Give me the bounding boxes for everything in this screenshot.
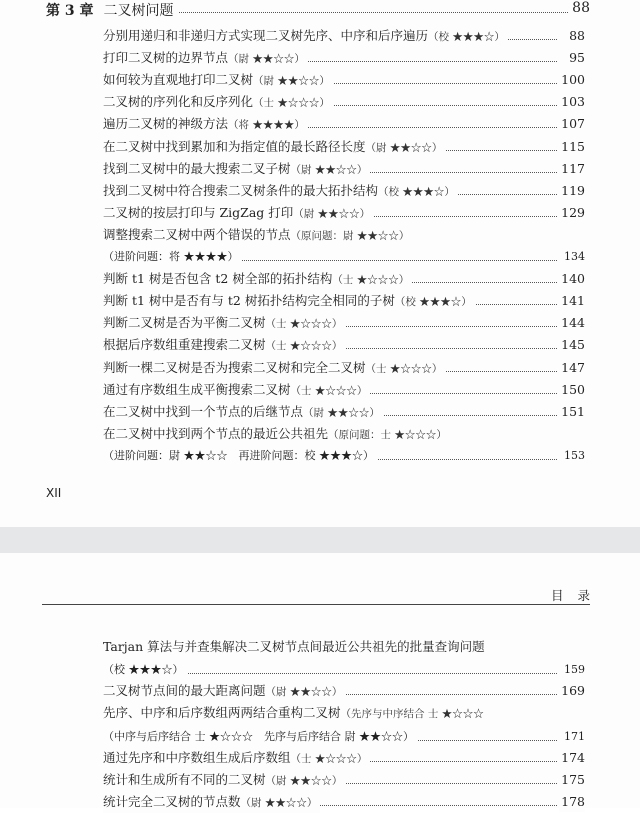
toc-page-number: 145 [559, 335, 585, 355]
toc-entry-title: 判断 t1 树中是否有与 t2 树拓扑结构完全相同的子树 [103, 293, 395, 309]
toc-entry [103, 247, 585, 267]
toc-entry [103, 26, 585, 46]
page-folio: XII [46, 486, 62, 500]
toc-entry-title: 二叉树的序列化和反序列化 [103, 94, 254, 110]
toc-entry-title: （中序与后序结合 士 ★☆☆☆ 先序与后序结合 尉 ★★☆☆） [103, 730, 414, 743]
toc-entry [103, 159, 585, 179]
toc-entry-title: 判断一棵二叉树是否为搜索二叉树和完全二叉树 [103, 359, 366, 375]
toc-entry-title: （进阶问题：尉 ★★☆☆ 再进阶问题：校 ★★★☆） [103, 448, 374, 462]
difficulty-rating: （尉 ★★☆☆） [265, 775, 343, 787]
toc-entry-title: （进阶问题：将 ★★★★） [103, 250, 239, 263]
toc-entry-title: 在二叉树中找到累加和为指定值的最长路径长度 [103, 138, 366, 154]
toc-page-number: 134 [562, 247, 585, 267]
toc-entry [103, 660, 585, 680]
toc-entry [103, 424, 585, 444]
difficulty-rating: （尉 ★★☆☆） [253, 75, 330, 88]
toc-entry [103, 291, 585, 311]
toc-entry [103, 181, 585, 201]
difficulty-rating: （校 ★★★☆） [428, 31, 505, 43]
chapter-page-number: 88 [569, 0, 590, 16]
toc-entry-title: 二叉树节点间的最大距离问题 [103, 683, 266, 698]
running-head [42, 586, 604, 605]
difficulty-rating: （先序与中序结合 士 ★☆☆☆ [340, 708, 484, 720]
toc-entry [103, 203, 585, 223]
toc-entry [103, 335, 585, 355]
toc-entry [103, 70, 585, 90]
toc-entry-title: 通过先序和中序数组生成后序数组 [103, 750, 291, 765]
book-page-lower [0, 553, 640, 808]
toc-entry-title: 统计完全二叉树的节点数 [103, 794, 241, 809]
toc-page-number: 144 [559, 313, 585, 333]
toc-entry [103, 269, 585, 289]
difficulty-rating: （士 ★☆☆☆） [253, 97, 330, 110]
toc-page-number: 129 [559, 203, 585, 223]
toc-entry-title: 通过有序数组生成平衡搜索二叉树 [103, 381, 291, 397]
toc-entry-title: 统计和生成所有不同的二叉树 [103, 772, 266, 787]
toc-entry [103, 313, 585, 333]
toc-page-number: 153 [562, 446, 585, 466]
toc-entry [103, 446, 585, 466]
toc-entry-title: 分别用递归和非递归方式实现二叉树先序、中序和后序遍历 [103, 28, 429, 43]
difficulty-rating: （校 ★★★☆） [378, 185, 455, 198]
difficulty-rating: （尉 ★★☆☆） [293, 207, 371, 220]
toc-page-number: 174 [559, 748, 585, 768]
difficulty-rating: （尉 ★★☆☆） [303, 406, 380, 419]
running-head-title: 目录 [550, 588, 604, 603]
difficulty-rating: （校 ★★★☆） [394, 296, 472, 309]
toc-entry-title: 二叉树的按层打印与 ZigZag 打印 [103, 204, 294, 220]
toc-page-number: 151 [559, 402, 585, 422]
toc-entry [103, 358, 585, 378]
toc-entry-title: 判断 t1 树是否包含 t2 树全部的拓扑结构 [103, 271, 333, 287]
chapter-number: 第 3 章 [46, 3, 94, 19]
toc-entry-title: 遍历二叉树的神级方法 [103, 116, 229, 132]
difficulty-rating: （士 ★☆☆☆） [265, 318, 343, 331]
toc-entry [103, 92, 585, 112]
difficulty-rating: （尉 ★★☆☆） [228, 53, 305, 66]
toc-page-number: 175 [559, 770, 585, 790]
difficulty-rating: （尉 ★★☆☆） [265, 686, 343, 698]
toc-page-number: 117 [559, 159, 585, 179]
difficulty-rating: （尉 ★★☆☆） [290, 163, 368, 176]
toc-entry-title: 根据后序数组重建搜索二叉树 [103, 337, 266, 353]
difficulty-rating: （士 ★☆☆☆） [290, 384, 368, 397]
toc-entry-title: 打印二叉树的边界节点 [103, 50, 229, 66]
toc-page-number: 107 [559, 114, 585, 134]
toc-page-number: 119 [559, 181, 585, 201]
toc-entry-title: （校 ★★★☆） [103, 663, 184, 676]
toc-entry [103, 792, 585, 812]
difficulty-rating: （尉 ★★☆☆） [240, 797, 318, 809]
page-separator [0, 527, 640, 553]
toc-entry-title: 在二叉树中找到两个节点的最近公共祖先 [103, 425, 329, 441]
toc-entry [103, 770, 585, 790]
toc-page-number: 171 [562, 727, 585, 747]
toc-page-number: 88 [567, 26, 585, 46]
toc-entry [103, 748, 585, 768]
toc-entry [103, 380, 585, 400]
toc-entry-title: 调整搜索二叉树中两个错误的节点 [103, 226, 291, 242]
toc-entry-title: 在二叉树中找到一个节点的后继节点 [103, 403, 304, 419]
toc-page-number: 95 [567, 48, 585, 68]
toc-entry [103, 727, 585, 747]
toc-page-number: 169 [559, 681, 585, 701]
difficulty-rating: （士 ★☆☆☆） [365, 362, 443, 375]
toc-page-number: 115 [559, 137, 585, 157]
difficulty-rating: （将 ★★★★） [228, 119, 305, 132]
toc-entry-title: 判断二叉树是否为平衡二叉树 [103, 315, 266, 331]
toc-entry-title: Tarjan 算法与并查集解决二叉树节点间最近公共祖先的批量查询问题 [103, 639, 485, 654]
toc-entry [103, 681, 585, 701]
difficulty-rating: （原问题：士 ★☆☆☆） [328, 428, 447, 441]
toc-page-number: 150 [559, 380, 585, 400]
toc-entry-title: 找到二叉树中符合搜索二叉树条件的最大拓扑结构 [103, 182, 379, 198]
toc-entry-title: 先序、中序和后序数组两两结合重构二叉树 [103, 705, 341, 720]
difficulty-rating: （尉 ★★☆☆） [365, 141, 443, 154]
toc-entry [103, 48, 585, 68]
difficulty-rating: （原问题：尉 ★★☆☆） [290, 229, 410, 242]
toc-entry [103, 637, 585, 657]
toc-page-number: 100 [559, 70, 585, 90]
difficulty-rating: （士 ★☆☆☆） [290, 753, 368, 765]
toc-page-number: 141 [559, 291, 585, 311]
toc-page-number: 147 [559, 358, 585, 378]
toc-page-number: 178 [559, 792, 585, 812]
toc-page-number: 140 [559, 269, 585, 289]
toc-entry [103, 114, 585, 134]
toc-entry-title: 如何较为直观地打印二叉树 [103, 72, 254, 88]
toc-entry-title: 找到二叉树中的最大搜索二叉子树 [103, 160, 291, 176]
toc-page-number: 159 [562, 660, 585, 680]
toc-page-number: 103 [559, 92, 585, 112]
toc-entry [103, 703, 585, 723]
chapter-heading [46, 0, 590, 18]
difficulty-rating: （士 ★☆☆☆） [265, 340, 343, 353]
chapter-title: 二叉树问题 [103, 3, 174, 19]
toc-entry [103, 225, 585, 245]
toc-entry [103, 137, 585, 157]
difficulty-rating: （士 ★☆☆☆） [332, 274, 410, 287]
toc-entry [103, 402, 585, 422]
